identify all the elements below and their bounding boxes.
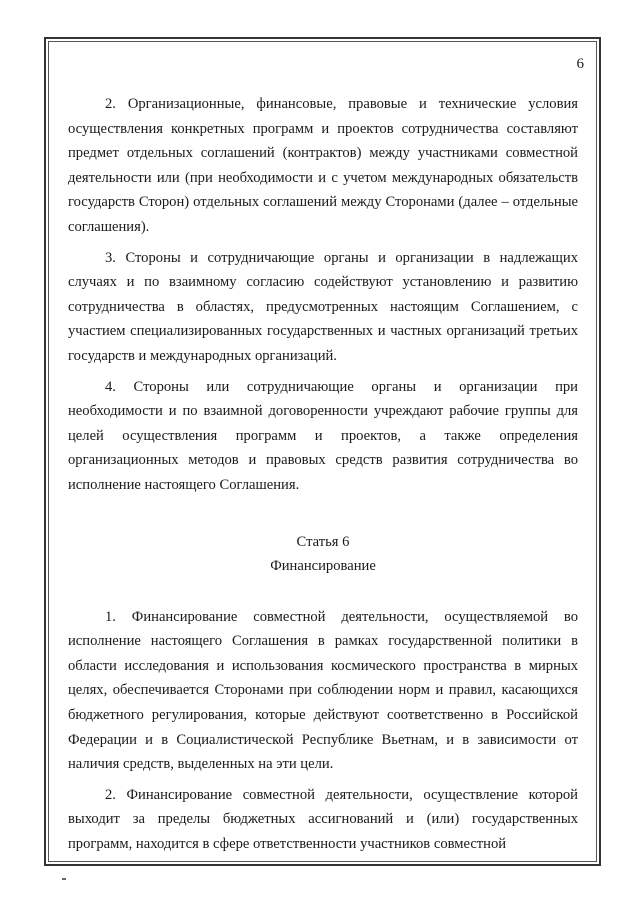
- article-title: Финансирование: [270, 558, 376, 575]
- paragraph-3: 3. Стороны и сотрудничающие органы и организации в надлежащих случаях и по взаимному согласию содействуют установлению и развитию сотрудничества в областях, предусмотренных настоящим Соглашением, с участием специализированных государственных и частных организаций третьих государств и международных организаций.: [68, 249, 578, 364]
- paragraph-2: 2. Организационные, финансовые, правовые и технические условия осуществления конкретных программ и проектов сотрудничества составляют предмет отдельных соглашений (контрактов) между участниками совместной деятельности или (при необходимости и с учетом международных обязательств государств Сторон) отдельных соглашений между Сторонами (далее – отдельные соглашения).: [68, 96, 578, 235]
- financing-paragraph-2: 2. Финансирование совместной деятельности, осуществление которой выходит за пределы бюджетных ассигнований и (или) государственных программ, находится в сфере ответственности участников совместной: [68, 786, 578, 853]
- financing-paragraph-1: 1. Финансирование совместной деятельности, осуществляемой во исполнение настоящего Соглашения в рамках государственной политики в области исследования и использования космического пространства в мирных целях, обеспечивается Сторонами при соблюдении норм и правил, касающихся бюджетного регулирования, которые действуют соответственно в Российской Федерации и в Социалистической Республике Вьетнам, и в зависимости от наличия средств, выделенных на эти цели.: [68, 608, 578, 773]
- paragraph-4: 4. Стороны или сотрудничающие органы и организации при необходимости и по взаимной договоренности учреждают рабочие группы для целей осуществления программ и проектов, а также определения организационных методов и правовых средств развития сотрудничества во исполнение настоящего Соглашения.: [68, 378, 578, 493]
- document-body: [68, 92, 578, 863]
- page-number: 6: [576, 56, 584, 72]
- article-heading: [68, 530, 578, 579]
- scan-mark: [62, 878, 66, 880]
- article-number: Статья 6: [296, 533, 350, 550]
